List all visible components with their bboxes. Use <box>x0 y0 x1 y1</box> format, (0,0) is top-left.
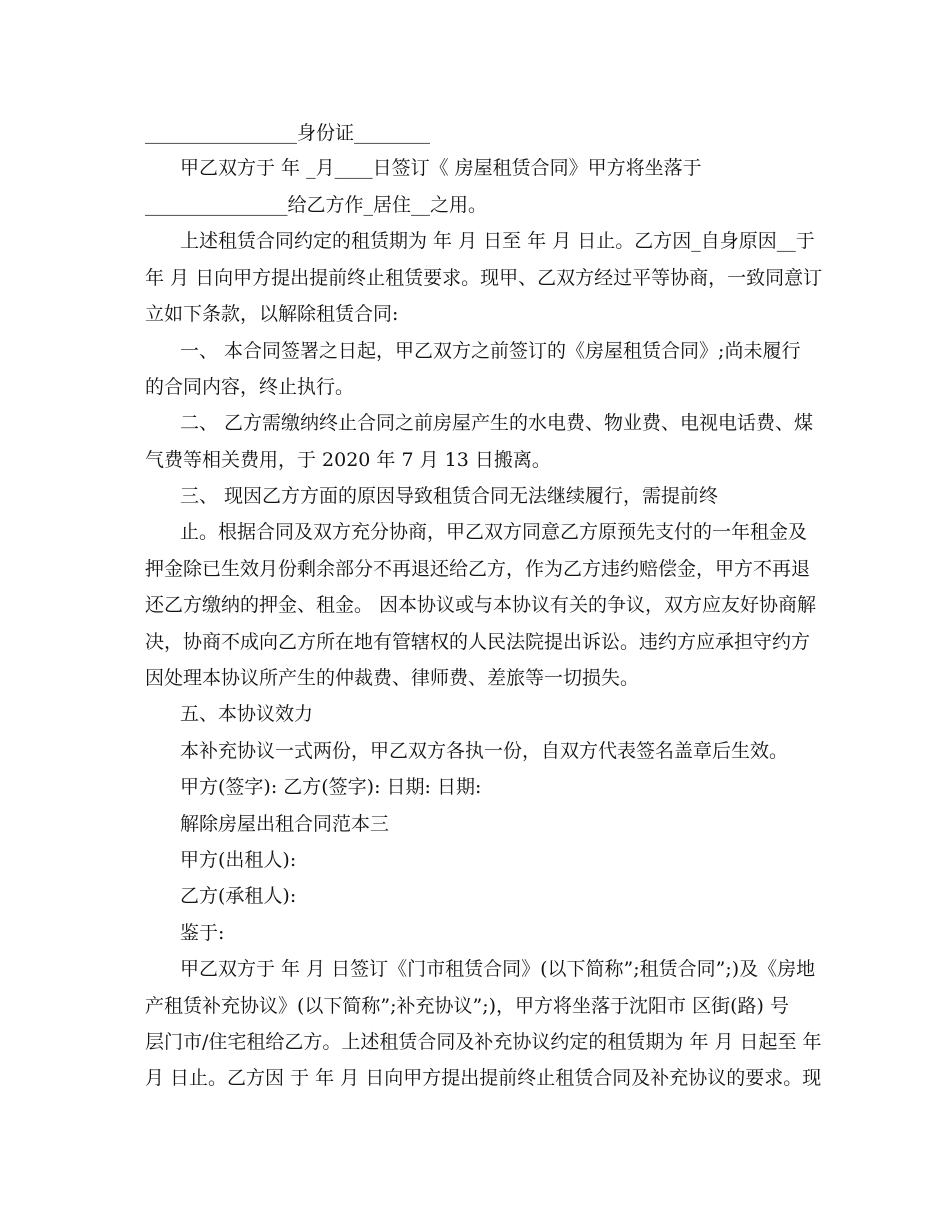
text-line: 押金除已生效月份剩余部分不再退还给乙方，作为乙方违约赔偿金，甲方不再退 <box>145 558 811 580</box>
text-line: ________________身份证________ <box>145 122 431 144</box>
whereas-line: 鉴于: <box>180 922 225 944</box>
text-line: 二、 乙方需缴纳终止合同之前房屋产生的水电费、物业费、电视电话费、煤 <box>180 412 814 434</box>
text-line: 本补充协议一式两份，甲乙双方各执一份，自双方代表签名盖章后生效。 <box>180 740 789 762</box>
text-line: 因处理本协议所产生的仲裁费、律师费、差旅等一切损失。 <box>145 667 640 689</box>
text-line: 立如下条款，以解除租赁合同: <box>145 303 399 325</box>
text-line: 产租赁补充协议》(以下简称”;补充协议”;)，甲方将坐落于沈阳市 区街(路) 号 <box>145 995 789 1017</box>
text-line: 甲乙双方于 年 月 日签订《门市租赁合同》(以下简称”;租赁合同”;)及《房地 <box>180 958 816 980</box>
text-line: 月 日止。乙方因 于 年 月 日向甲方提出提前终止租赁合同及补充协议的要求。现 <box>145 1067 822 1089</box>
text-line: 年 月 日向甲方提出提前终止租赁要求。现甲、乙双方经过平等协商，一致同意订 <box>145 267 823 289</box>
text-line: 还乙方缴纳的押金、租金。 因本协议或与本协议有关的争议，双方应友好协商解 <box>145 594 817 616</box>
text-line: 上述租赁合同约定的租赁期为 年 月 日至 年 月 日止。乙方因_自身原因__于 <box>180 230 815 252</box>
text-line: 气费等相关费用，于 2020 年 7 月 13 日搬离。 <box>145 449 551 471</box>
text-line: 决，协商不成向乙方所在地有管辖权的人民法院提出诉讼。违约方应承担守约方 <box>145 631 811 653</box>
party-b-line: 乙方(承租人): <box>180 885 297 907</box>
text-line: 甲乙双方于 年 _月____日签订《 房屋租赁合同》甲方将坐落于 <box>180 157 702 179</box>
section-heading: 五、本协议效力 <box>180 703 314 725</box>
text-line: 一、 本合同签署之日起，甲乙双方之前签订的《房屋租赁合同》;尚未履行 <box>180 340 801 362</box>
signature-line: 甲方(签字): 乙方(签字): 日期: 日期: <box>180 776 482 798</box>
text-line: 三、 现因乙方方面的原因导致租赁合同无法继续履行，需提前终 <box>180 485 719 507</box>
section-title: 解除房屋出租合同范本三 <box>180 813 390 835</box>
text-line: 止。根据合同及双方充分协商，甲乙双方同意乙方原预先支付的一年租金及 <box>180 521 808 543</box>
text-line: 的合同内容，终止执行。 <box>145 376 355 398</box>
text-line: _______________给乙方作_居住__之用。 <box>145 194 488 216</box>
party-a-line: 甲方(出租人): <box>180 849 297 871</box>
text-line: 层门市/住宅租给乙方。上述租赁合同及补充协议约定的租赁期为 年 月 日起至 年 <box>145 1031 822 1053</box>
